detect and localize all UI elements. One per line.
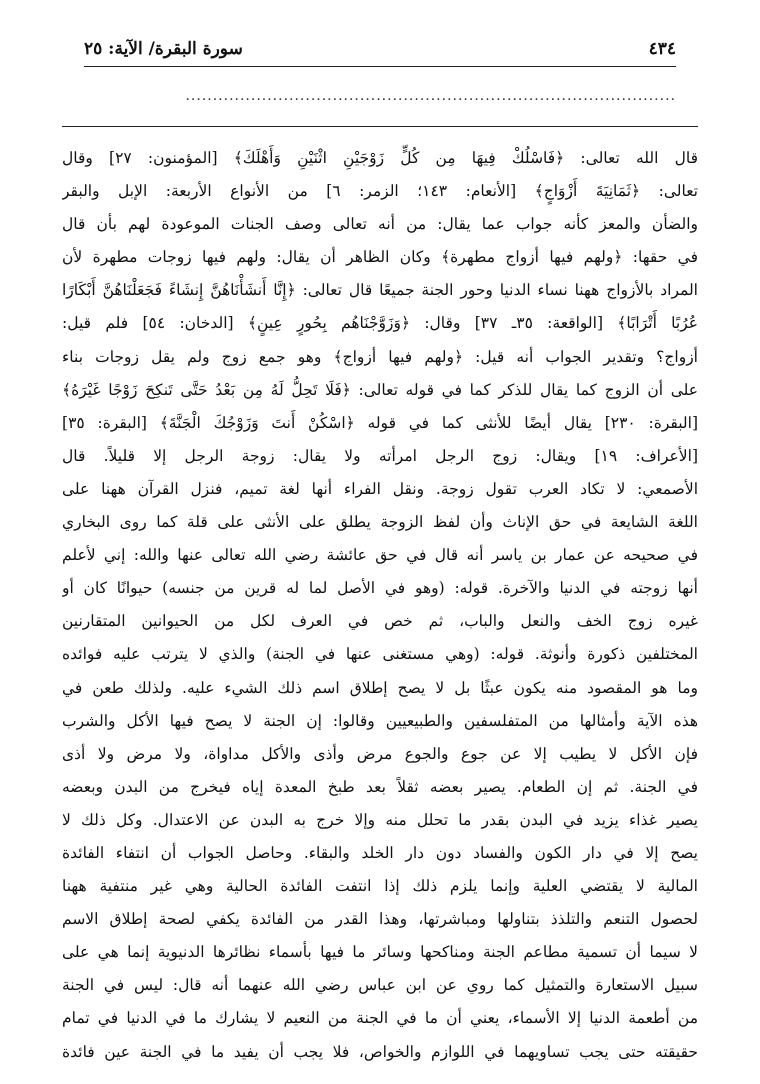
text-line: قال الله تعالى: ﴿فَاسْلُكْ فِيهَا مِن كُلٍّ زَوْجَيْنِ اثْنَيْنِ وَأَهْلَكَ﴾ [المؤمنون: ٢٧] وقال bbox=[62, 149, 698, 167]
text-line: اللغة الشايعة في حق الإناث وأن لفظ الزوجة يطلق على الأنثى على قلة كما روى البخاري bbox=[62, 513, 698, 532]
chapter-title: سورة البقرة/ الآية: ٢٥ bbox=[84, 39, 243, 59]
text-line: لحصول التنعم والتلذذ بتناولها ومباشرتها، وهذا القدر من الفائدة يكفي لصحة إطلاق الاسم bbox=[62, 910, 698, 929]
body-text bbox=[62, 142, 698, 1069]
text-line: في صحيحه عن عمار بن ياسر أنه قال في حق عائشة رضي الله تعالى عنها والله: إني لأعلم bbox=[62, 546, 698, 565]
page-number: ٤٣٤ bbox=[648, 39, 676, 59]
text-line: يصح إلا في دار الكون والفساد دون دار الخلد والبقاء. وحاصل الجواب أن انتفاء الفائدة bbox=[62, 843, 698, 862]
text-line: حقيقته حتى يجب تساويهما في اللوازم والخواص، فلا يجب أن يفيد ما في الجنة عين فائدة bbox=[62, 1042, 698, 1061]
text-line: لا سيما أن تسمية مطاعم الجنة ومناكحها وسائر ما فيها بأسماء نظائرها الدنيوية إنما هي على bbox=[62, 943, 698, 962]
text-line: سبيل الاستعارة والتمثيل كما روي عن ابن عباس رضي الله عنهما أنه قال: ليس في الجنة bbox=[62, 976, 698, 995]
text-line: يصير غذاء يزيد في البدن بقدر ما تحلل منه وإلا خرج به البدن عن الاعتدال. وكل ذلك لا bbox=[62, 810, 698, 829]
text-line: هذه الآية وأمثالها من المتفلسفين والطبيعيين وقالوا: إن الجنة لا يصح فيها الأكل والشرب bbox=[62, 711, 698, 730]
text-line: [البقرة: ٢٣٠] يقال أيضًا للأنثى كما في قوله ﴿اسْكُنْ أَنتَ وَزَوْجُكَ الْجَنَّةَ﴾ [البقرة: ٣٥] bbox=[62, 413, 698, 432]
text-line: والضأن والمعز كأنه جواب عما يقال: من أنه تعالى وصف الجنات الموعودة لهم بأن قال bbox=[62, 215, 698, 234]
text-line: تعالى: ﴿ثَمَانِيَةَ أَزْوَاجٍ﴾ [الأنعام: ١٤٣؛ الزمر: ٦] من الأنواع الأربعة: الإبل والبقر bbox=[62, 182, 698, 201]
text-line: فإن الأكل لا يطيب إلا عن جوع والجوع مرض وأذى والأكل مداواة، ولا مرض ولا أذى bbox=[62, 744, 698, 763]
text-line: المراد بالأزواج ههنا نساء الدنيا وحور الجنة جميعًا قال تعالى: ﴿إِنَّا أَنشَأْنَاهُنَّ إِنشَاءً فَجَعَلْنَاهُنَّ أَبْكَارًا bbox=[62, 281, 698, 300]
text-line: على أن الزوج كما يقال للذكر كما في قوله تعالى: ﴿فَلَا تَحِلُّ لَهُ مِن بَعْدُ حَتَّى تَنكِحَ زَوْجًا غَيْرَهُ﴾ bbox=[62, 380, 698, 399]
text-line: الأصمعي: لا تكاد العرب تقول زوجة. ونقل الفراء أنها لغة تميم، فنزل القرآن ههنا على bbox=[62, 479, 698, 498]
text-line: وما هو المقصود منه يكون عبثًا بل لا يصح إطلاق اسم ذلك الشيء عليه. ولذلك طعن في bbox=[62, 678, 698, 697]
header-divider bbox=[84, 66, 676, 67]
text-line: في حقها: ﴿ولهم فيها أزواج مطهرة﴾ وكان الظاهر أن يقال: ولهم فيها زوجات مطهرة لأن bbox=[62, 248, 698, 267]
dotted-line: .......................................................................................... bbox=[185, 88, 676, 104]
text-line: غيره زوج الخف والنعل والباب، ثم خص في العرف لكل من الحيوانين المتقارنين bbox=[62, 612, 698, 631]
text-line: في الجنة. ثم إن الطعام. يصير بعضه ثقلاً بعد طبخ المعدة إياه فيخرج من البدن وبعضه bbox=[62, 777, 698, 796]
text-line: المالية لا يقتضي العلية وإنما يلزم ذلك إذا انتفت الفائدة الحالية وهي غير منتفية ههنا bbox=[62, 877, 698, 896]
text-line: من أطعمة الدنيا إلا الأسماء، يعني أن ما في الجنة من النعيم لا يشارك ما في الدنيا في تمام bbox=[62, 1009, 698, 1028]
text-line: أنها زوجته في الدنيا والآخرة. قوله: (وهو في الأصل لما له قرين من جنسه) حيوانًا كان أو bbox=[62, 579, 698, 598]
page-header bbox=[84, 34, 676, 64]
body-divider bbox=[62, 126, 698, 127]
text-line: المختلفين ذكورة وأنوثة. قوله: (وهي مستغنى عنها في الجنة) والذي لا يترتب عليه فوائده bbox=[62, 645, 698, 664]
text-line: أزواج؟ وتقدير الجواب أنه قيل: ﴿ولهم فيها أزواج﴾ وهو جمع زوج ولم يقل زوجات بناء bbox=[62, 347, 698, 366]
text-line: عُرُبًا أَتْرَابًا﴾ [الواقعة: ٣٥ـ ٣٧] وقال: ﴿وَزَوَّجْنَاهُم بِحُورٍ عِينٍ﴾ [الدخان: ٥٤] فلم قيل: bbox=[62, 314, 698, 333]
text-line: [الأعراف: ١٩] ويقال: زوج الرجل امرأته ولا يقال: زوجة الرجل إلا قليلاً. قال bbox=[62, 446, 698, 465]
